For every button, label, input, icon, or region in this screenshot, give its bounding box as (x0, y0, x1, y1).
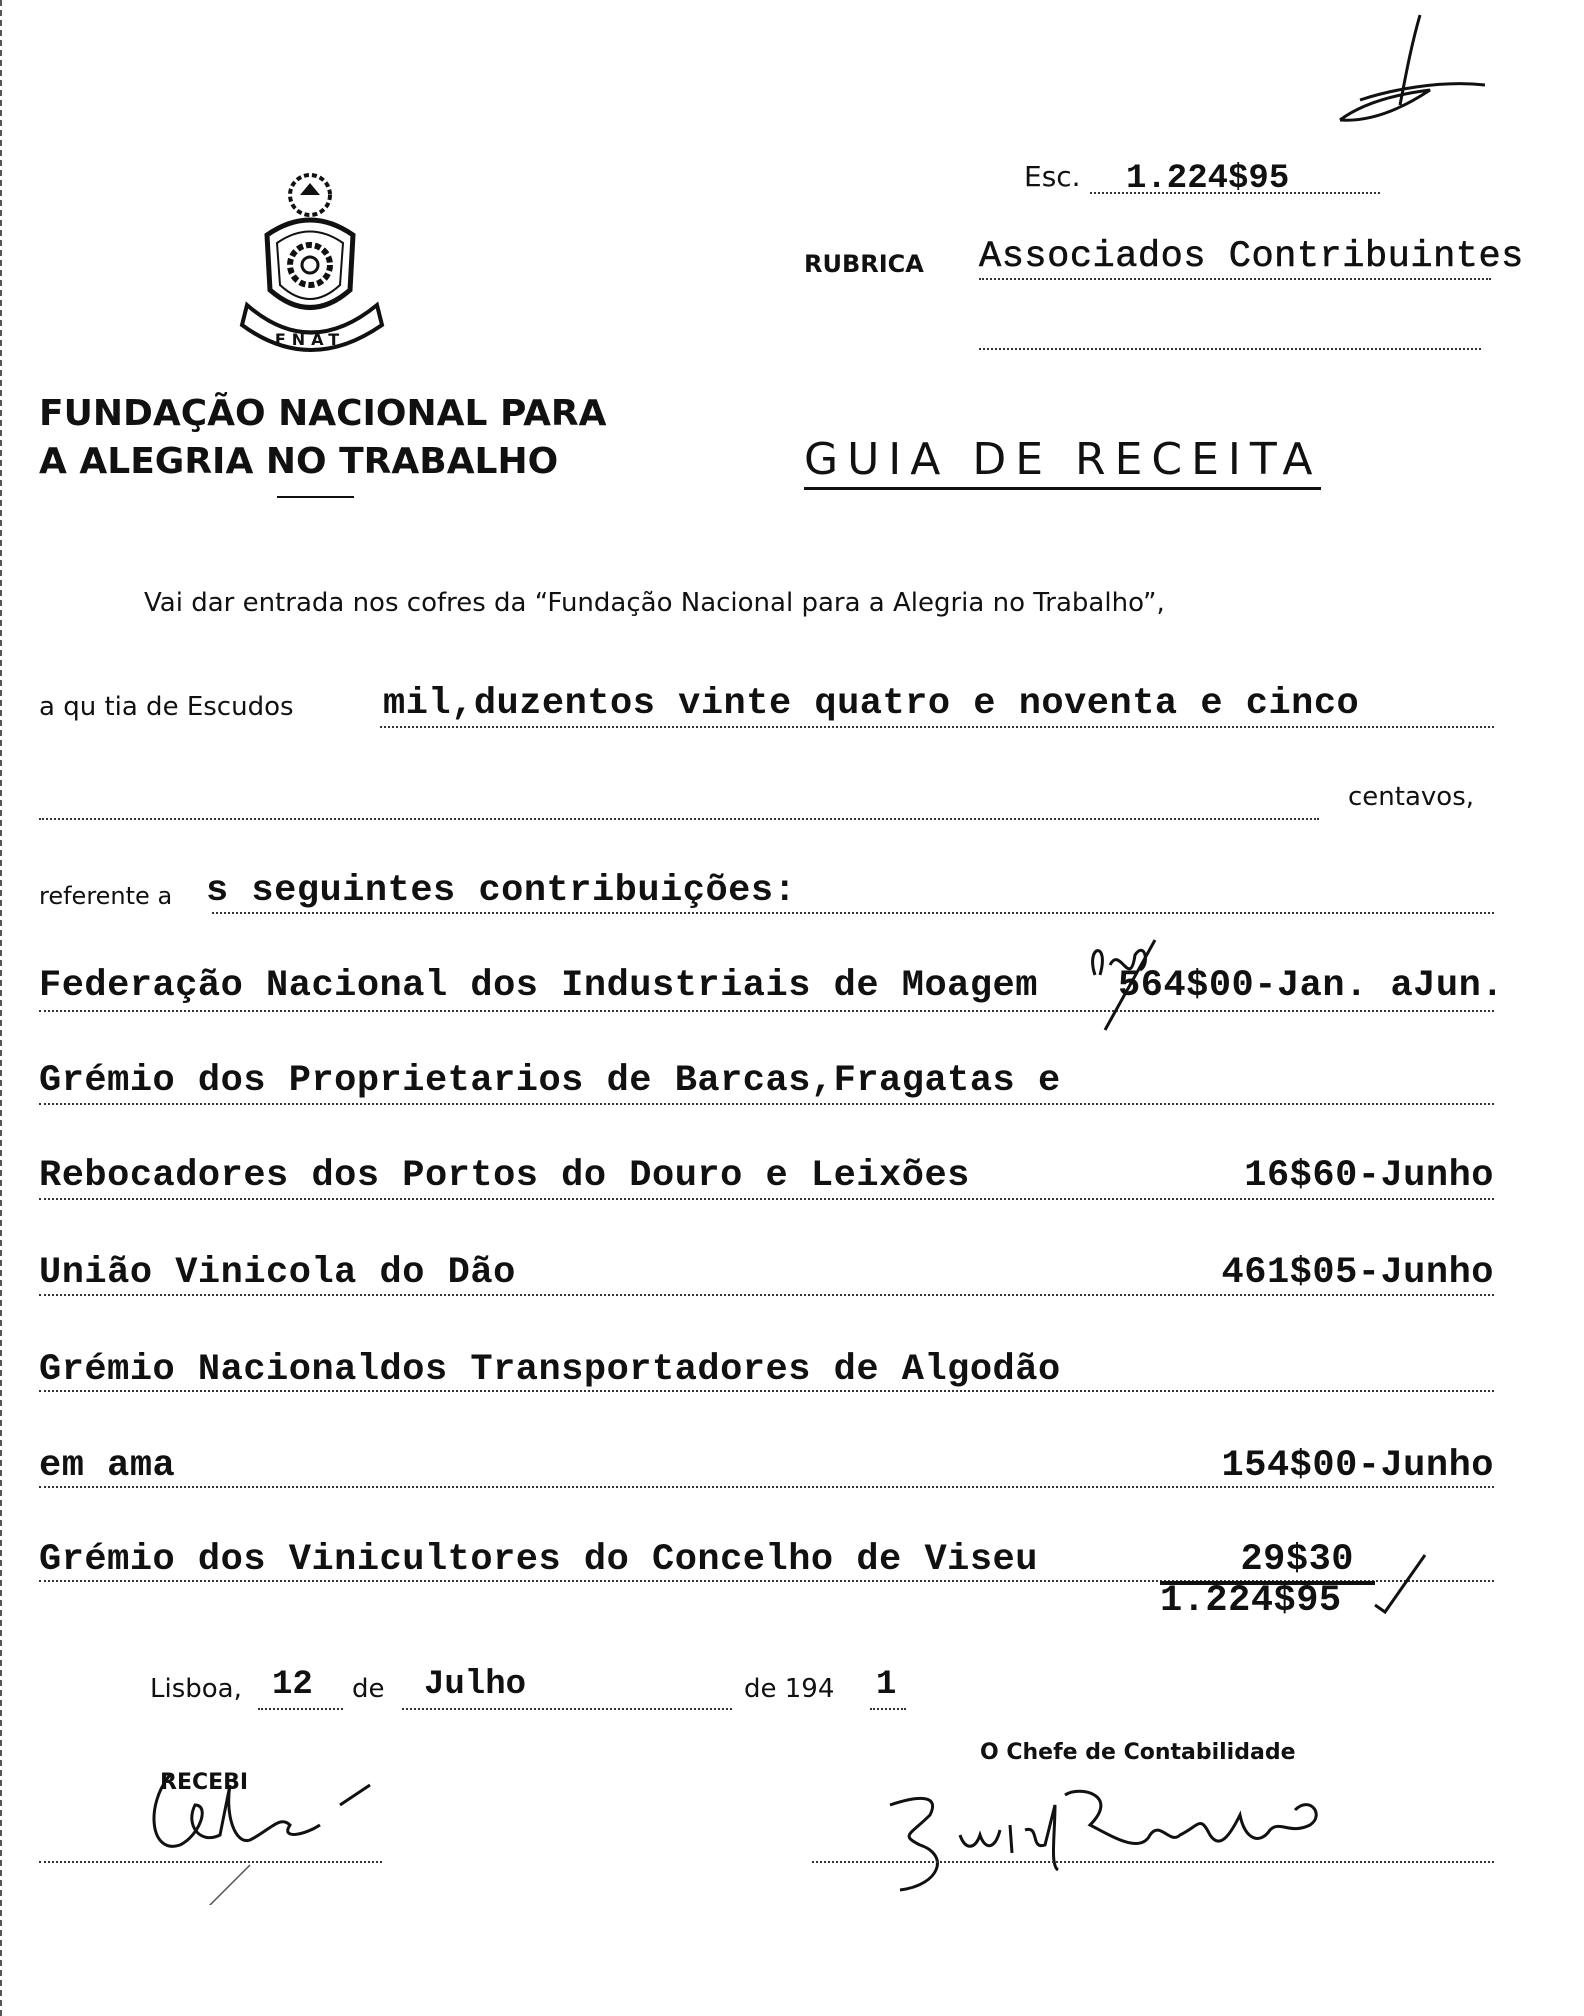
entry-text: União Vinicola do Dão (39, 1252, 516, 1294)
date-month: Julho (424, 1666, 527, 1704)
check-mark-icon (1370, 1550, 1430, 1620)
lisboa-label: Lisboa, (150, 1674, 242, 1704)
entry-amount: 154$00-Junho (1221, 1445, 1494, 1487)
page-edge (0, 0, 5, 2016)
entry-amount: 29$30 (1240, 1539, 1354, 1581)
recebi-signature (140, 1745, 400, 1905)
rubrica-label: RUBRICA (804, 250, 924, 278)
date-de: de (352, 1674, 385, 1704)
document-title: GUIA DE RECEITA (804, 434, 1321, 490)
entry-text: Grémio dos Proprietarios de Barcas,Fragatas e (39, 1060, 1061, 1102)
esc-label: Esc. (1024, 160, 1081, 193)
entry-text: Rebocadores dos Portos do Douro e Leixões (39, 1155, 970, 1197)
total-amount: 1.224$95 (1160, 1580, 1342, 1622)
entry-text: Grémio dos Vinicultores do Concelho de Viseu (39, 1539, 1038, 1581)
fnat-emblem-logo (232, 165, 392, 365)
entry-amount: 564$00-Jan. aJun. (1118, 965, 1504, 1007)
centavos-label: centavos, (1348, 782, 1475, 812)
chefe-label: O Chefe de Contabilidade (980, 1740, 1296, 1765)
initials-signature (1300, 10, 1500, 130)
referente-label: referente a (39, 882, 173, 910)
quantia-label: a qu tia de Escudos (39, 692, 294, 722)
org-line-1: FUNDAÇÃO NACIONAL PARA (39, 393, 607, 434)
esc-value: 1.224$95 (1126, 160, 1290, 198)
svg-text:FNAT: FNAT (274, 330, 346, 349)
chefe-signature (880, 1775, 1360, 1905)
entry-amount: 16$60-Junho (1244, 1155, 1494, 1197)
entry-text: Federação Nacional dos Industriais de Moagem (39, 965, 1038, 1007)
org-line-2: A ALEGRIA NO TRABALHO (39, 441, 559, 482)
intro-text: Vai dar entrada nos cofres da “Fundação Nacional para a Alegria no Trabalho”, (144, 588, 1165, 618)
organization-name (39, 390, 607, 486)
rubrica-value: Associados Contribuintes (979, 236, 1524, 278)
entry-text: Grémio Nacionaldos Transportadores de Algodão (39, 1349, 1061, 1391)
year-label: de 194 (744, 1674, 835, 1704)
recebi-label: RECEBI (160, 1770, 249, 1795)
date-day: 12 (272, 1666, 313, 1704)
referente-value: s seguintes contribuições: (206, 870, 797, 912)
year-digit: 1 (876, 1666, 897, 1704)
entry-text: em ama (39, 1445, 176, 1487)
entry-amount: 461$05-Junho (1221, 1252, 1494, 1294)
divider (277, 496, 354, 498)
quantia-value: mil,duzentos vinte quatro e noventa e cinco (383, 683, 1360, 725)
